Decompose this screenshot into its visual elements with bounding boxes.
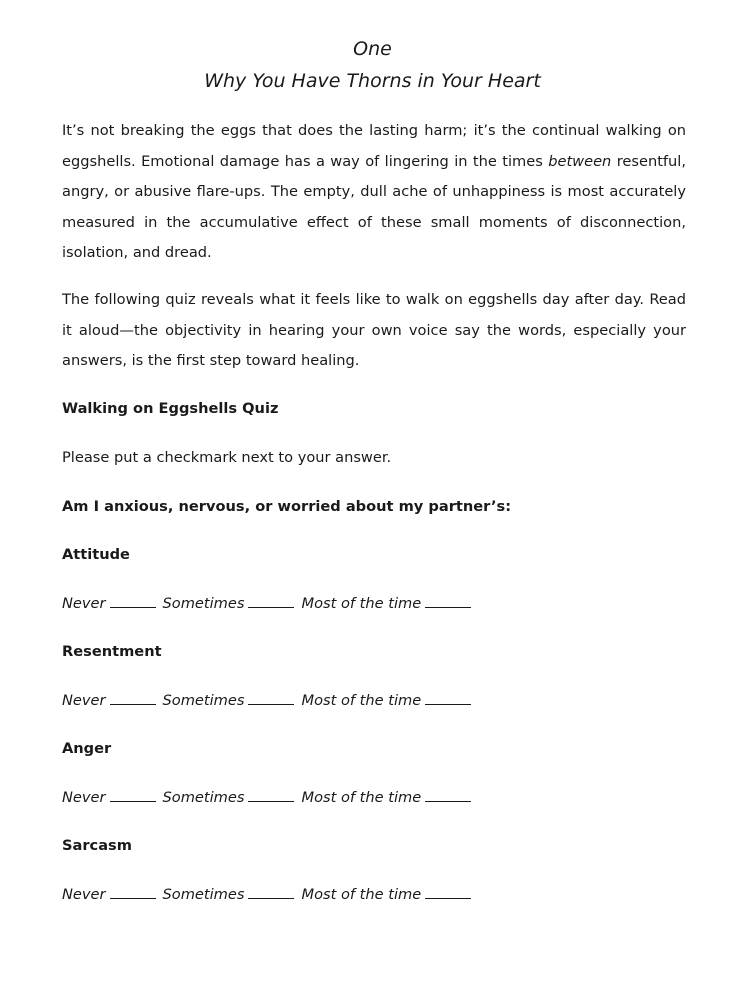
intro-paragraph-1 — [62, 116, 686, 269]
intro-paragraph-1-emphasis: between — [548, 152, 612, 170]
quiz-answer-row — [62, 787, 478, 808]
quiz-item-label: Attitude — [62, 546, 130, 563]
never-answer-blank[interactable] — [110, 787, 156, 802]
most-answer-blank[interactable] — [425, 884, 471, 899]
option-sometimes-label: Sometimes — [162, 692, 245, 709]
option-sometimes-label: Sometimes — [162, 886, 245, 903]
option-most-label: Most of the time — [301, 789, 422, 806]
option-sometimes-label: Sometimes — [162, 789, 245, 806]
intro-paragraph-1-end: resentful, angry, or abusive flare-ups. The empty, dull ache of unhappiness is most accurately measured in the accumulative effect of these small moments of disconnection, isolation, and dread. — [62, 152, 686, 261]
quiz-instruction: Please put a checkmark next to your answer. — [62, 449, 392, 466]
quiz-title: Walking on Eggshells Quiz — [62, 400, 279, 417]
option-never-label: Never — [62, 595, 106, 612]
option-most-label: Most of the time — [301, 692, 422, 709]
quiz-item-label: Sarcasm — [62, 837, 132, 854]
option-most-label: Most of the time — [301, 886, 422, 903]
quiz-answer-row — [62, 884, 478, 905]
chapter-number: One — [353, 38, 392, 60]
most-answer-blank[interactable] — [425, 690, 471, 705]
never-answer-blank[interactable] — [110, 884, 156, 899]
most-answer-blank[interactable] — [425, 593, 471, 608]
intro-paragraph-1-start: It’s not breaking the eggs that does the lasting harm; it’s the continual walking on eggshells. Emotional damage has a way of lingering in the times — [62, 122, 686, 170]
chapter-title: Why You Have Thorns in Your Heart — [204, 70, 541, 92]
intro-paragraph-2: The following quiz reveals what it feels like to walk on eggshells day after day. Read it aloud—the objectivity in hearing your own voice say the words, especially your answers, is the first step toward healing. — [62, 291, 686, 369]
quiz-question: Am I anxious, nervous, or worried about my partner’s: — [62, 498, 512, 515]
quiz-answer-row — [62, 593, 478, 614]
option-never-label: Never — [62, 789, 106, 806]
sometimes-answer-blank[interactable] — [248, 593, 294, 608]
quiz-item-label: Anger — [62, 740, 112, 757]
sometimes-answer-blank[interactable] — [248, 787, 294, 802]
option-sometimes-label: Sometimes — [162, 595, 245, 612]
option-most-label: Most of the time — [301, 595, 422, 612]
quiz-item-label: Resentment — [62, 643, 162, 660]
never-answer-blank[interactable] — [110, 593, 156, 608]
never-answer-blank[interactable] — [110, 690, 156, 705]
quiz-answer-row — [62, 690, 478, 711]
sometimes-answer-blank[interactable] — [248, 884, 294, 899]
option-never-label: Never — [62, 692, 106, 709]
sometimes-answer-blank[interactable] — [248, 690, 294, 705]
most-answer-blank[interactable] — [425, 787, 471, 802]
option-never-label: Never — [62, 886, 106, 903]
